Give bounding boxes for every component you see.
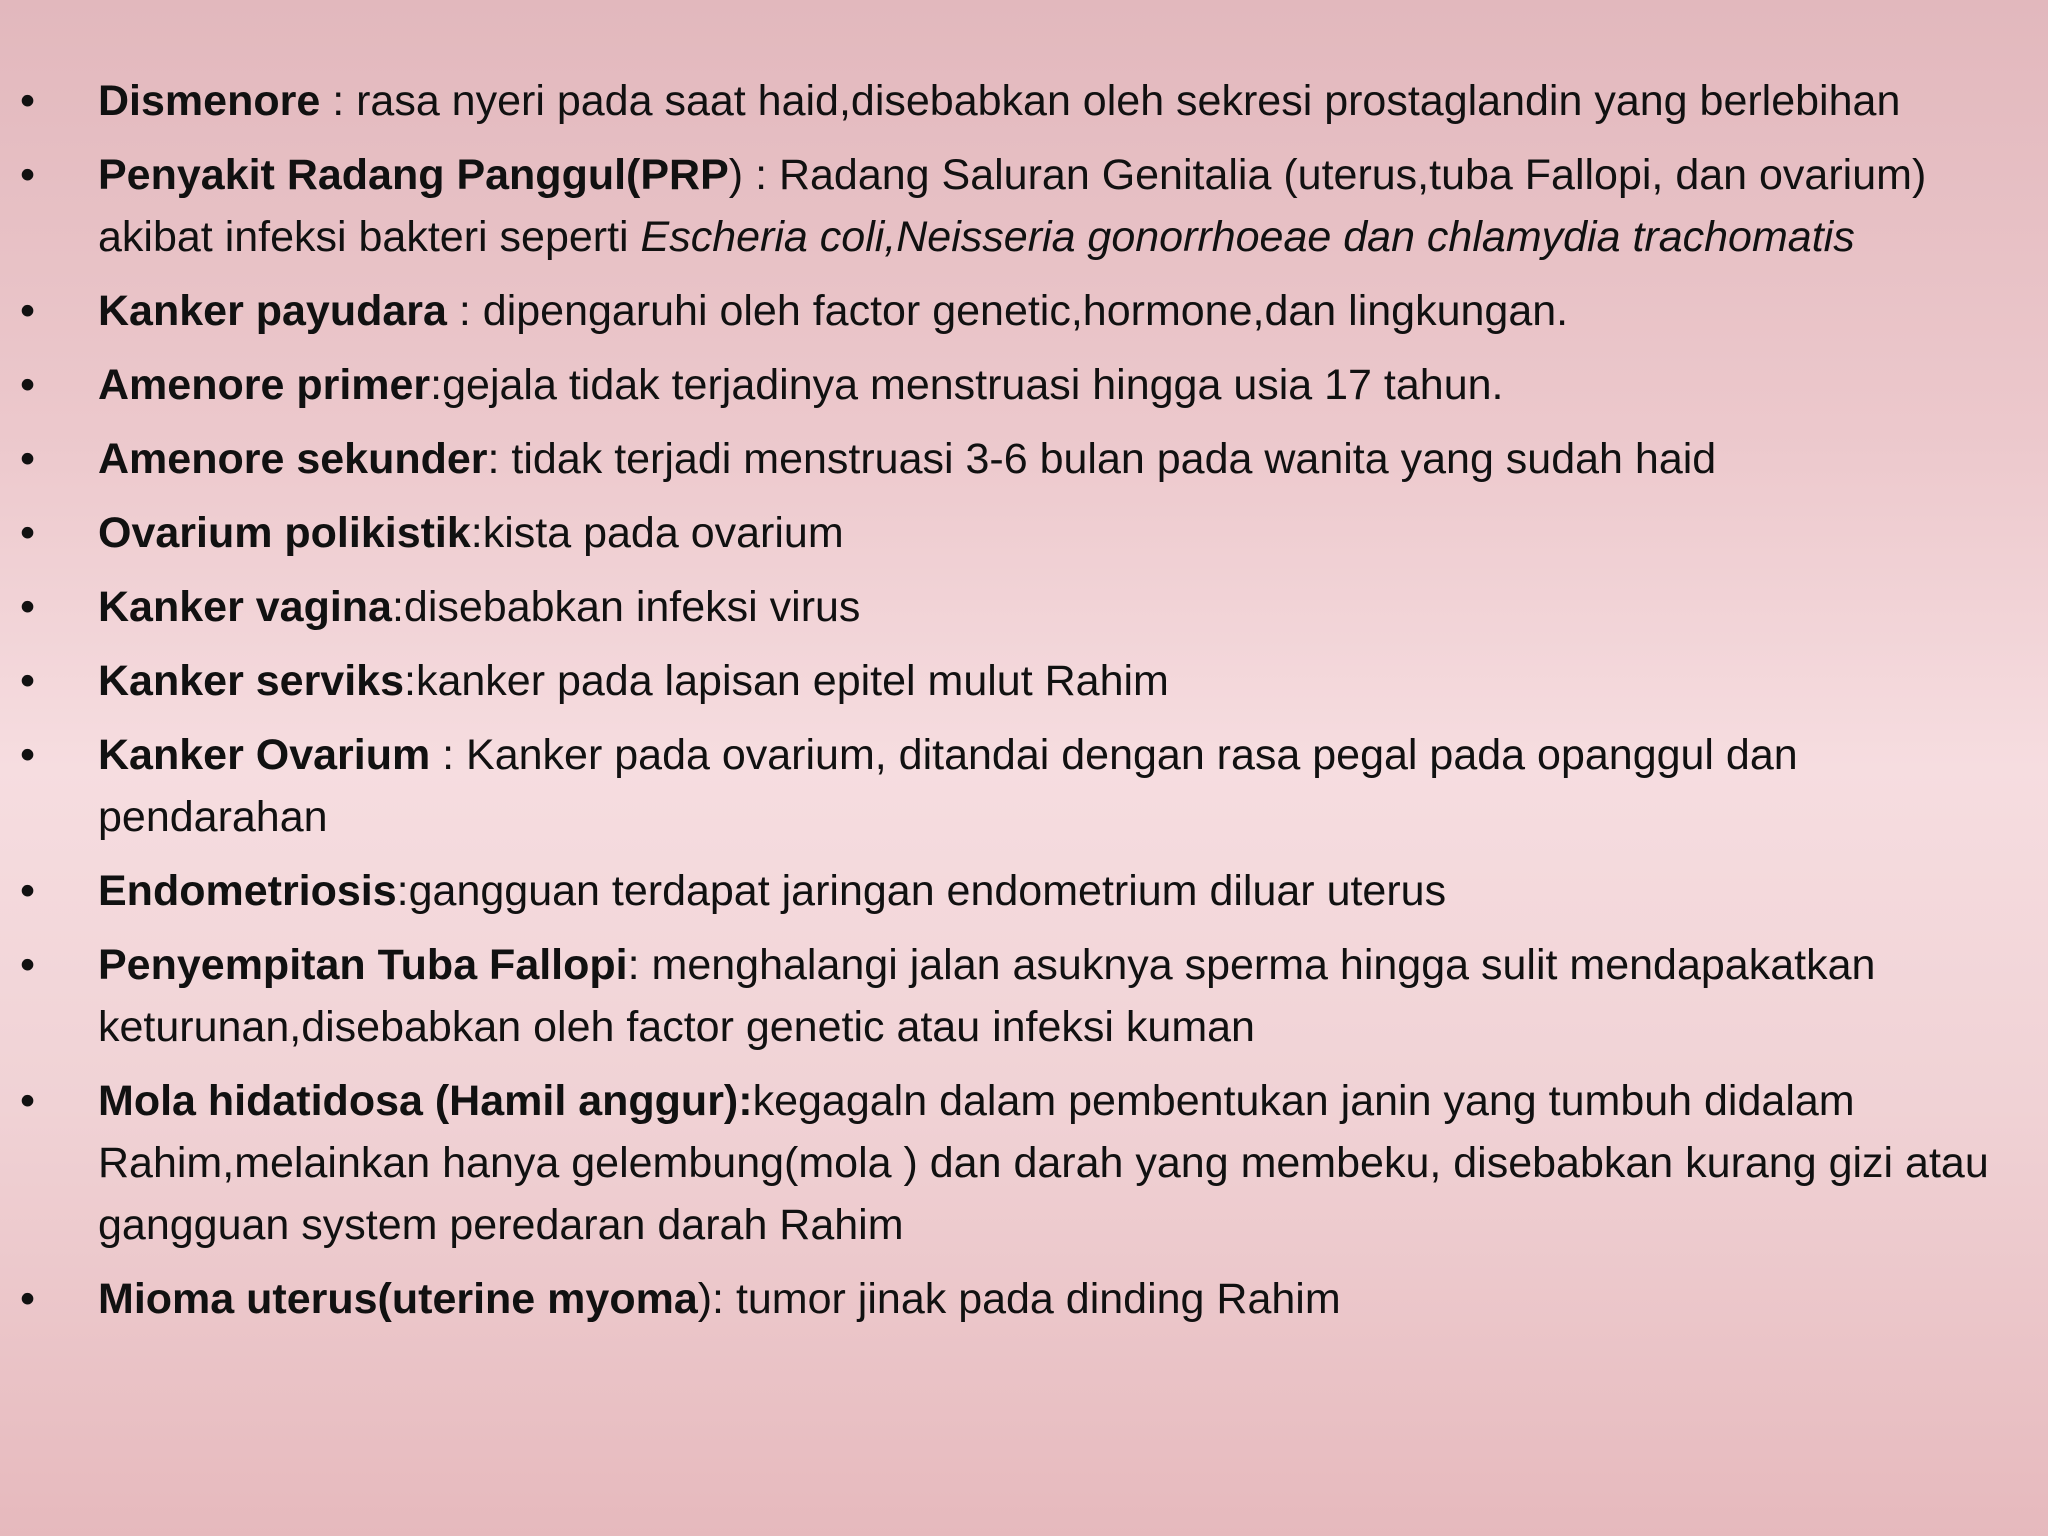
bullet-term: Kanker serviks — [98, 657, 404, 705]
bullet-item-dismenore — [0, 70, 2000, 132]
bullet-text: : rasa nyeri pada saat haid,disebabkan oleh sekresi prostaglandin yang berlebihan — [320, 77, 1901, 125]
bullet-text: :disebabkan infeksi virus — [391, 583, 861, 631]
bullet-list — [0, 70, 2000, 1342]
bullet-icon: • — [20, 1275, 36, 1323]
bullet-item-kanker-payudara — [0, 280, 2000, 342]
bullet-icon: • — [20, 77, 36, 125]
bullet-item-kanker-ovarium — [0, 724, 2000, 848]
bullet-item-prp — [0, 144, 2000, 268]
bullet-icon: • — [20, 287, 36, 335]
bullet-icon: • — [20, 583, 36, 631]
bullet-text: :gejala tidak terjadinya menstruasi hingga usia 17 tahun. — [430, 361, 1504, 409]
bullet-term: Kanker Ovarium — [98, 731, 431, 779]
bullet-term: Ovarium polikistik — [98, 509, 471, 557]
bullet-term: Dismenore — [98, 77, 321, 125]
bullet-term: Kanker vagina — [98, 583, 392, 631]
bullet-text: :kanker pada lapisan epitel mulut Rahim — [404, 657, 1169, 705]
bullet-item-amenore-sekunder — [0, 428, 2000, 490]
bullet-text: :kista pada ovarium — [470, 509, 844, 557]
bullet-term: Kanker payudara — [98, 287, 447, 335]
bullet-term: Penyakit Radang Panggul(PRP — [98, 151, 729, 199]
bullet-term: Amenore primer — [98, 361, 431, 409]
bullet-item-penyempitan-tuba — [0, 934, 2000, 1058]
bullet-icon: • — [20, 867, 36, 915]
bullet-item-amenore-primer — [0, 354, 2000, 416]
bullet-icon: • — [20, 657, 36, 705]
bullet-text: :gangguan terdapat jaringan endometrium diluar uterus — [396, 867, 1447, 915]
bullet-icon: • — [20, 731, 36, 779]
bullet-item-ovarium-polikistik — [0, 502, 2000, 564]
bullet-text: ) : Radang Saluran Genitalia (uterus,tuba Fallopi, dan ovarium) akibat infeksi bakteri seperti — [98, 151, 1927, 261]
bullet-icon: • — [20, 151, 36, 199]
bullet-icon: • — [20, 941, 36, 989]
bullet-text: : dipengaruhi oleh factor genetic,hormone,dan lingkungan. — [446, 287, 1569, 335]
bullet-text: : Kanker pada ovarium, ditandai dengan rasa pegal pada opanggul dan pendarahan — [98, 731, 1798, 841]
bullet-item-mioma-uterus — [0, 1268, 2000, 1330]
bullet-text: ): tumor jinak pada dinding Rahim — [697, 1275, 1341, 1323]
bullet-icon: • — [20, 361, 36, 409]
bullet-text: : menghalangi jalan asuknya sperma hingga sulit mendapakatkan keturunan,disebabkan oleh factor genetic atau infeksi kuman — [98, 941, 1876, 1051]
bullet-icon: • — [20, 1077, 36, 1125]
bullet-term: Penyempitan Tuba Fallopi — [98, 941, 628, 989]
bullet-item-endometriosis — [0, 860, 2000, 922]
bullet-item-mola-hidatidosa — [0, 1070, 2000, 1256]
bullet-text: kegagaln dalam pembentukan janin yang tumbuh didalam Rahim,melainkan hanya gelembung(mola ) dan darah yang membeku, disebabkan kurang gizi atau gangguan system peredaran darah Rahim — [98, 1077, 1989, 1249]
bullet-text: : tidak terjadi menstruasi 3-6 bulan pada wanita yang sudah haid — [487, 435, 1717, 483]
bullet-icon: • — [20, 435, 36, 483]
bullet-term: Endometriosis — [98, 867, 397, 915]
bullet-term: Mola hidatidosa (Hamil anggur): — [98, 1077, 753, 1125]
bullet-italic-text: Escheria coli,Neisseria gonorrhoeae dan chlamydia trachomatis — [640, 213, 1855, 261]
bullet-term: Amenore sekunder — [98, 435, 488, 483]
bullet-term: Mioma uterus(uterine myoma — [98, 1275, 698, 1323]
bullet-icon: • — [20, 509, 36, 557]
bullet-item-kanker-serviks — [0, 650, 2000, 712]
bullet-item-kanker-vagina — [0, 576, 2000, 638]
